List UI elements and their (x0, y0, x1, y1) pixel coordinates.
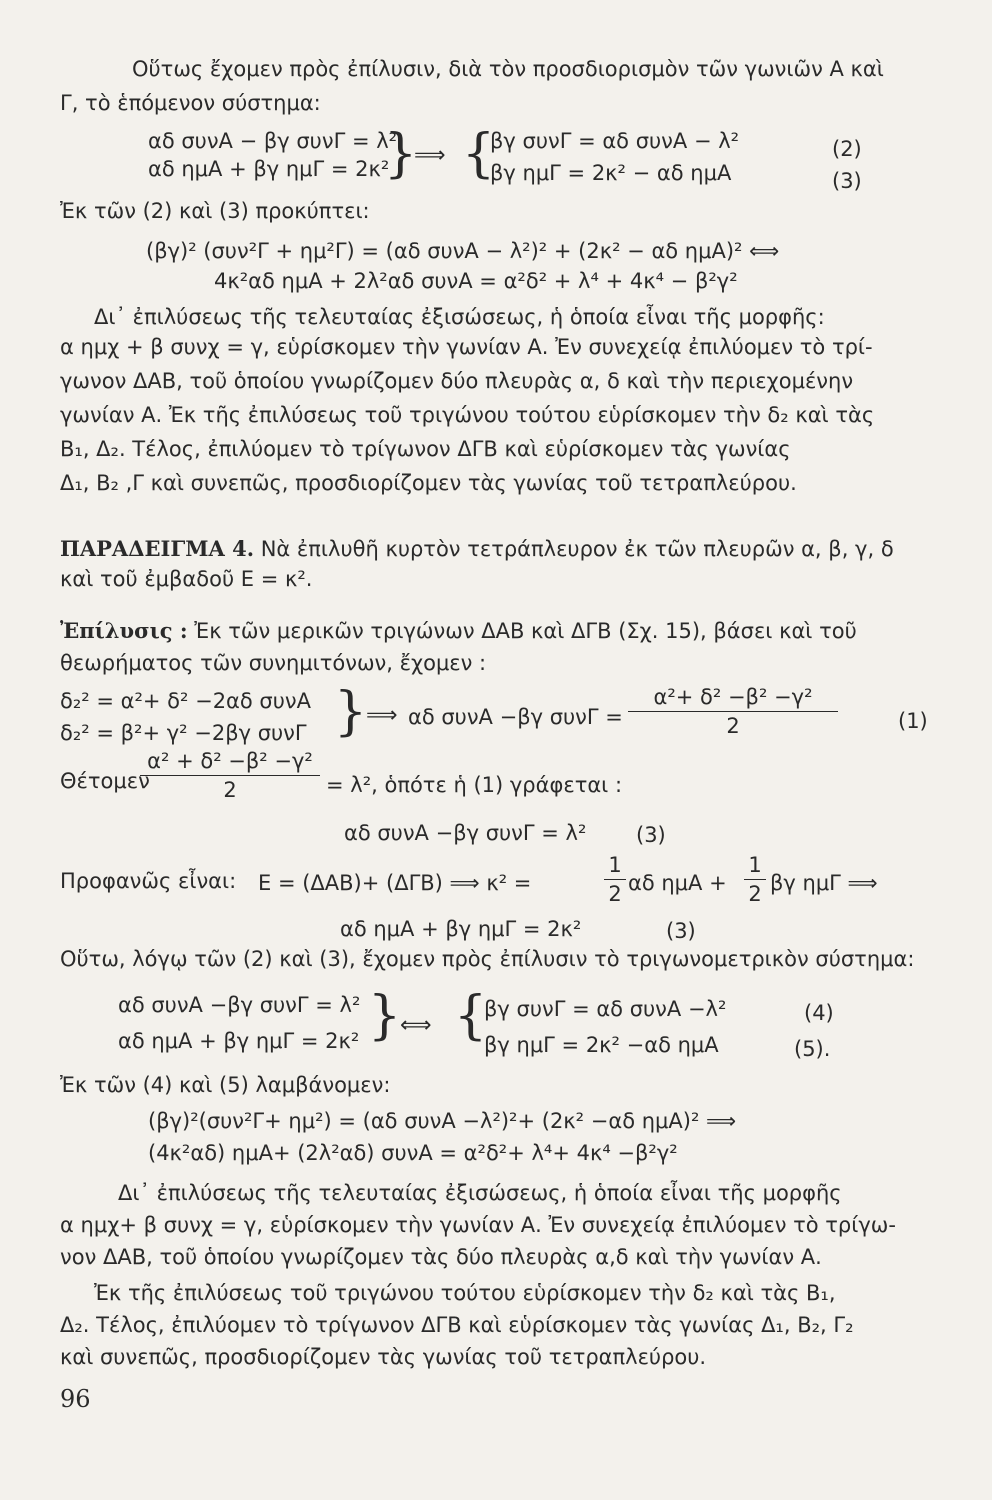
thus-line: Οὕτω, λόγῳ τῶν (2) καὶ (3), ἔχομεν πρὸς ἐπίλυσιν τὸ τριγωνομετρικὸν σύστημα: (60, 947, 915, 971)
solution-text-2: θεωρήματος τῶν συνημιτόνων, ἔχομεν : (60, 651, 487, 675)
equation-number-4: (4) (804, 1001, 834, 1025)
fraction-denominator: 2 (608, 882, 622, 907)
system1-left-eq1: αδ συνΑ − βγ συνΓ = λ² (148, 129, 398, 153)
example-label: ΠΑΡΑΔΕΙΓΜΑ 4. (60, 536, 255, 561)
cosines-result-left: αδ συνΑ −βγ συνΓ = (408, 705, 623, 729)
set-lambda-suffix: = λ², ὁπότε ἡ (1) γράφεται : (326, 773, 623, 797)
equation-number-3: (3) (636, 823, 666, 847)
derivation-line-3: (βγ)²(συν²Γ+ ημ²) = (αδ συνΑ −λ²)²+ (2κ² −αδ ημΑ)² ⟹ (148, 1109, 737, 1133)
cosines-eq-2: δ₂² = β²+ γ² −2βγ συνΓ (60, 721, 307, 745)
para2-line-3: νον ΔΑΒ, τοῦ ὁποίου γνωρίζομεν τὰς δύο πλευρὰς α,δ καὶ τὴν γωνίαν Α. (60, 1245, 822, 1269)
fraction-bar (744, 879, 766, 880)
system2-right-eq1: βγ συνΓ = αδ συνΑ −λ² (484, 997, 727, 1021)
cosines-eq-1: δ₂² = α²+ δ² −2αδ συνΑ (60, 689, 311, 713)
fraction-denominator: 2 (748, 882, 762, 907)
fraction-denominator: 2 (223, 778, 237, 803)
right-brace: } (334, 682, 368, 742)
example-4-heading (60, 536, 894, 562)
system1-right-eq2: βγ ημΓ = 2κ² − αδ ημΑ (490, 161, 732, 185)
system1-left-eq2: αδ ημΑ + βγ ημΓ = 2κ² (148, 157, 390, 181)
fraction-denominator: 2 (726, 714, 740, 739)
equation-number-5: (5). (794, 1037, 831, 1061)
fraction-numerator: α²+ δ² −β² −γ² (653, 685, 813, 709)
intro-line-2: Γ, τὸ ἑπόμενον σύστημα: (60, 91, 321, 115)
implies-arrow: ⟹ (366, 703, 398, 728)
para2-line-2: α ημχ+ β συνχ = γ, εὑρίσκομεν τὴν γωνίαν Α. Ἐν συνεχείᾳ ἐπιλύομεν τὸ τρίγω- (60, 1213, 896, 1237)
obviously-prefix: Προφανῶς εἶναι: (60, 869, 237, 893)
fraction-bar (140, 775, 320, 776)
para1-line-4: γωνίαν Α. Ἐκ τῆς ἐπιλύσεως τοῦ τριγώνου τούτου εὑρίσκομεν τὴν δ₂ καὶ τὰς (60, 403, 875, 427)
half-fraction (604, 852, 626, 908)
fraction-numerator: α² + δ² −β² −γ² (147, 749, 313, 773)
area-equation-mid: αδ ημΑ + (628, 871, 727, 895)
para1-line-1: Δι᾽ ἐπιλύσεως τῆς τελευταίας ἐξισώσεως, ἡ ὁποία εἶναι τῆς μορφῆς: (94, 305, 825, 329)
lambda-fraction (140, 748, 320, 804)
from-2-and-3: Ἐκ τῶν (2) καὶ (3) προκύπτει: (60, 199, 370, 223)
example-text-1: Νὰ ἐπιλυθῆ κυρτὸν τετράπλευρον ἐκ τῶν πλευρῶν α, β, γ, δ (260, 537, 894, 561)
equation-3-line: αδ συνΑ −βγ συνΓ = λ² (344, 821, 587, 845)
para2-line-4: Ἐκ τῆς ἐπιλύσεως τοῦ τριγώνου τούτου εὑρίσκομεν τὴν δ₂ καὶ τὰς Β₁, (94, 1281, 836, 1305)
system2-right-eq2: βγ ημΓ = 2κ² −αδ ημΑ (484, 1033, 719, 1057)
area-equation: Ε = (ΔΑΒ)+ (ΔΓΒ) ⟹ κ² = (258, 871, 532, 895)
left-brace: { (462, 124, 496, 184)
iff-arrow: ⟺ (400, 1013, 432, 1038)
solution-intro (60, 618, 857, 644)
implies-arrow: ⟹ (414, 143, 446, 168)
para2-line-5: Δ₂. Τέλος, ἐπιλύομεν τὸ τρίγωνον ΔΓΒ καὶ εὑρίσκομεν τὰς γωνίας Δ₁, Β₂, Γ₂ (60, 1313, 854, 1337)
intro-line-1: Οὕτως ἔχομεν πρὸς ἐπίλυσιν, διὰ τὸν προσδιορισμὸν τῶν γωνιῶν Α καὶ (132, 57, 884, 81)
equation-number-3: (3) (832, 169, 862, 193)
area-equation-end: βγ ημΓ ⟹ (770, 871, 878, 895)
equation-3b-line: αδ ημΑ + βγ ημΓ = 2κ² (340, 917, 582, 941)
solution-label: Ἐπίλυσις : (60, 618, 188, 643)
equation-number-1: (1) (898, 709, 928, 733)
system2-left-eq2: αδ ημΑ + βγ ημΓ = 2κ² (118, 1029, 360, 1053)
cosines-fraction (628, 684, 838, 740)
fraction-numerator: 1 (608, 853, 622, 877)
fraction-bar (604, 879, 626, 880)
set-lambda-prefix: Θέτομεν (60, 769, 150, 793)
para1-line-2: α ημχ + β συνχ = γ, εὑρίσκομεν τὴν γωνίαν Α. Ἐν συνεχείᾳ ἐπιλύομεν τὸ τρί- (60, 335, 873, 359)
system2-left-eq1: αδ συνΑ −βγ συνΓ = λ² (118, 993, 361, 1017)
solution-text-1: Ἐκ τῶν μερικῶν τριγώνων ΔΑΒ καὶ ΔΓΒ (Σχ. 15), βάσει καὶ τοῦ (194, 619, 857, 643)
half-fraction (744, 852, 766, 908)
para1-line-3: γωνον ΔΑΒ, τοῦ ὁποίου γνωρίζομεν δύο πλευρὰς α, δ καὶ τὴν περιεχομένην (60, 369, 854, 393)
derivation-line-1: (βγ)² (συν²Γ + ημ²Γ) = (αδ συνΑ − λ²)² + (2κ² − αδ ημΑ)² ⟺ (146, 239, 780, 263)
para1-line-6: Δ₁, Β₂ ,Γ καὶ συνεπῶς, προσδιορίζομεν τὰς γωνίας τοῦ τετραπλεύρου. (60, 471, 797, 495)
derivation-line-4: (4κ²αδ) ημΑ+ (2λ²αδ) συνΑ = α²δ²+ λ⁴+ 4κ⁴ −β²γ² (148, 1141, 678, 1165)
equation-number-3: (3) (666, 919, 696, 943)
fraction-bar (628, 711, 838, 712)
para1-line-5: Β₁, Δ₂. Τέλος, ἐπιλύομεν τὸ τρίγωνον ΔΓΒ καὶ εὑρίσκομεν τὰς γωνίας (60, 437, 791, 461)
example-text-2: καὶ τοῦ ἐμβαδοῦ Ε = κ². (60, 567, 313, 591)
fraction-numerator: 1 (748, 853, 762, 877)
system1-right-eq1: βγ συνΓ = αδ συνΑ − λ² (490, 129, 740, 153)
right-brace: } (384, 124, 418, 184)
para2-line-1: Δι᾽ ἐπιλύσεως τῆς τελευταίας ἐξισώσεως, ἡ ὁποία εἶναι τῆς μορφῆς (118, 1181, 842, 1205)
derivation-line-2: 4κ²αδ ημΑ + 2λ²αδ συνΑ = α²δ² + λ⁴ + 4κ⁴ − β²γ² (214, 269, 738, 293)
left-brace: { (454, 986, 488, 1046)
equation-number-2: (2) (832, 137, 862, 161)
para2-line-6: καὶ συνεπῶς, προσδιορίζομεν τὰς γωνίας τοῦ τετραπλεύρου. (60, 1345, 707, 1369)
right-brace: } (368, 986, 402, 1046)
from-4-and-5: Ἐκ τῶν (4) καὶ (5) λαμβάνομεν: (60, 1073, 391, 1097)
page-number: 96 (60, 1385, 91, 1413)
